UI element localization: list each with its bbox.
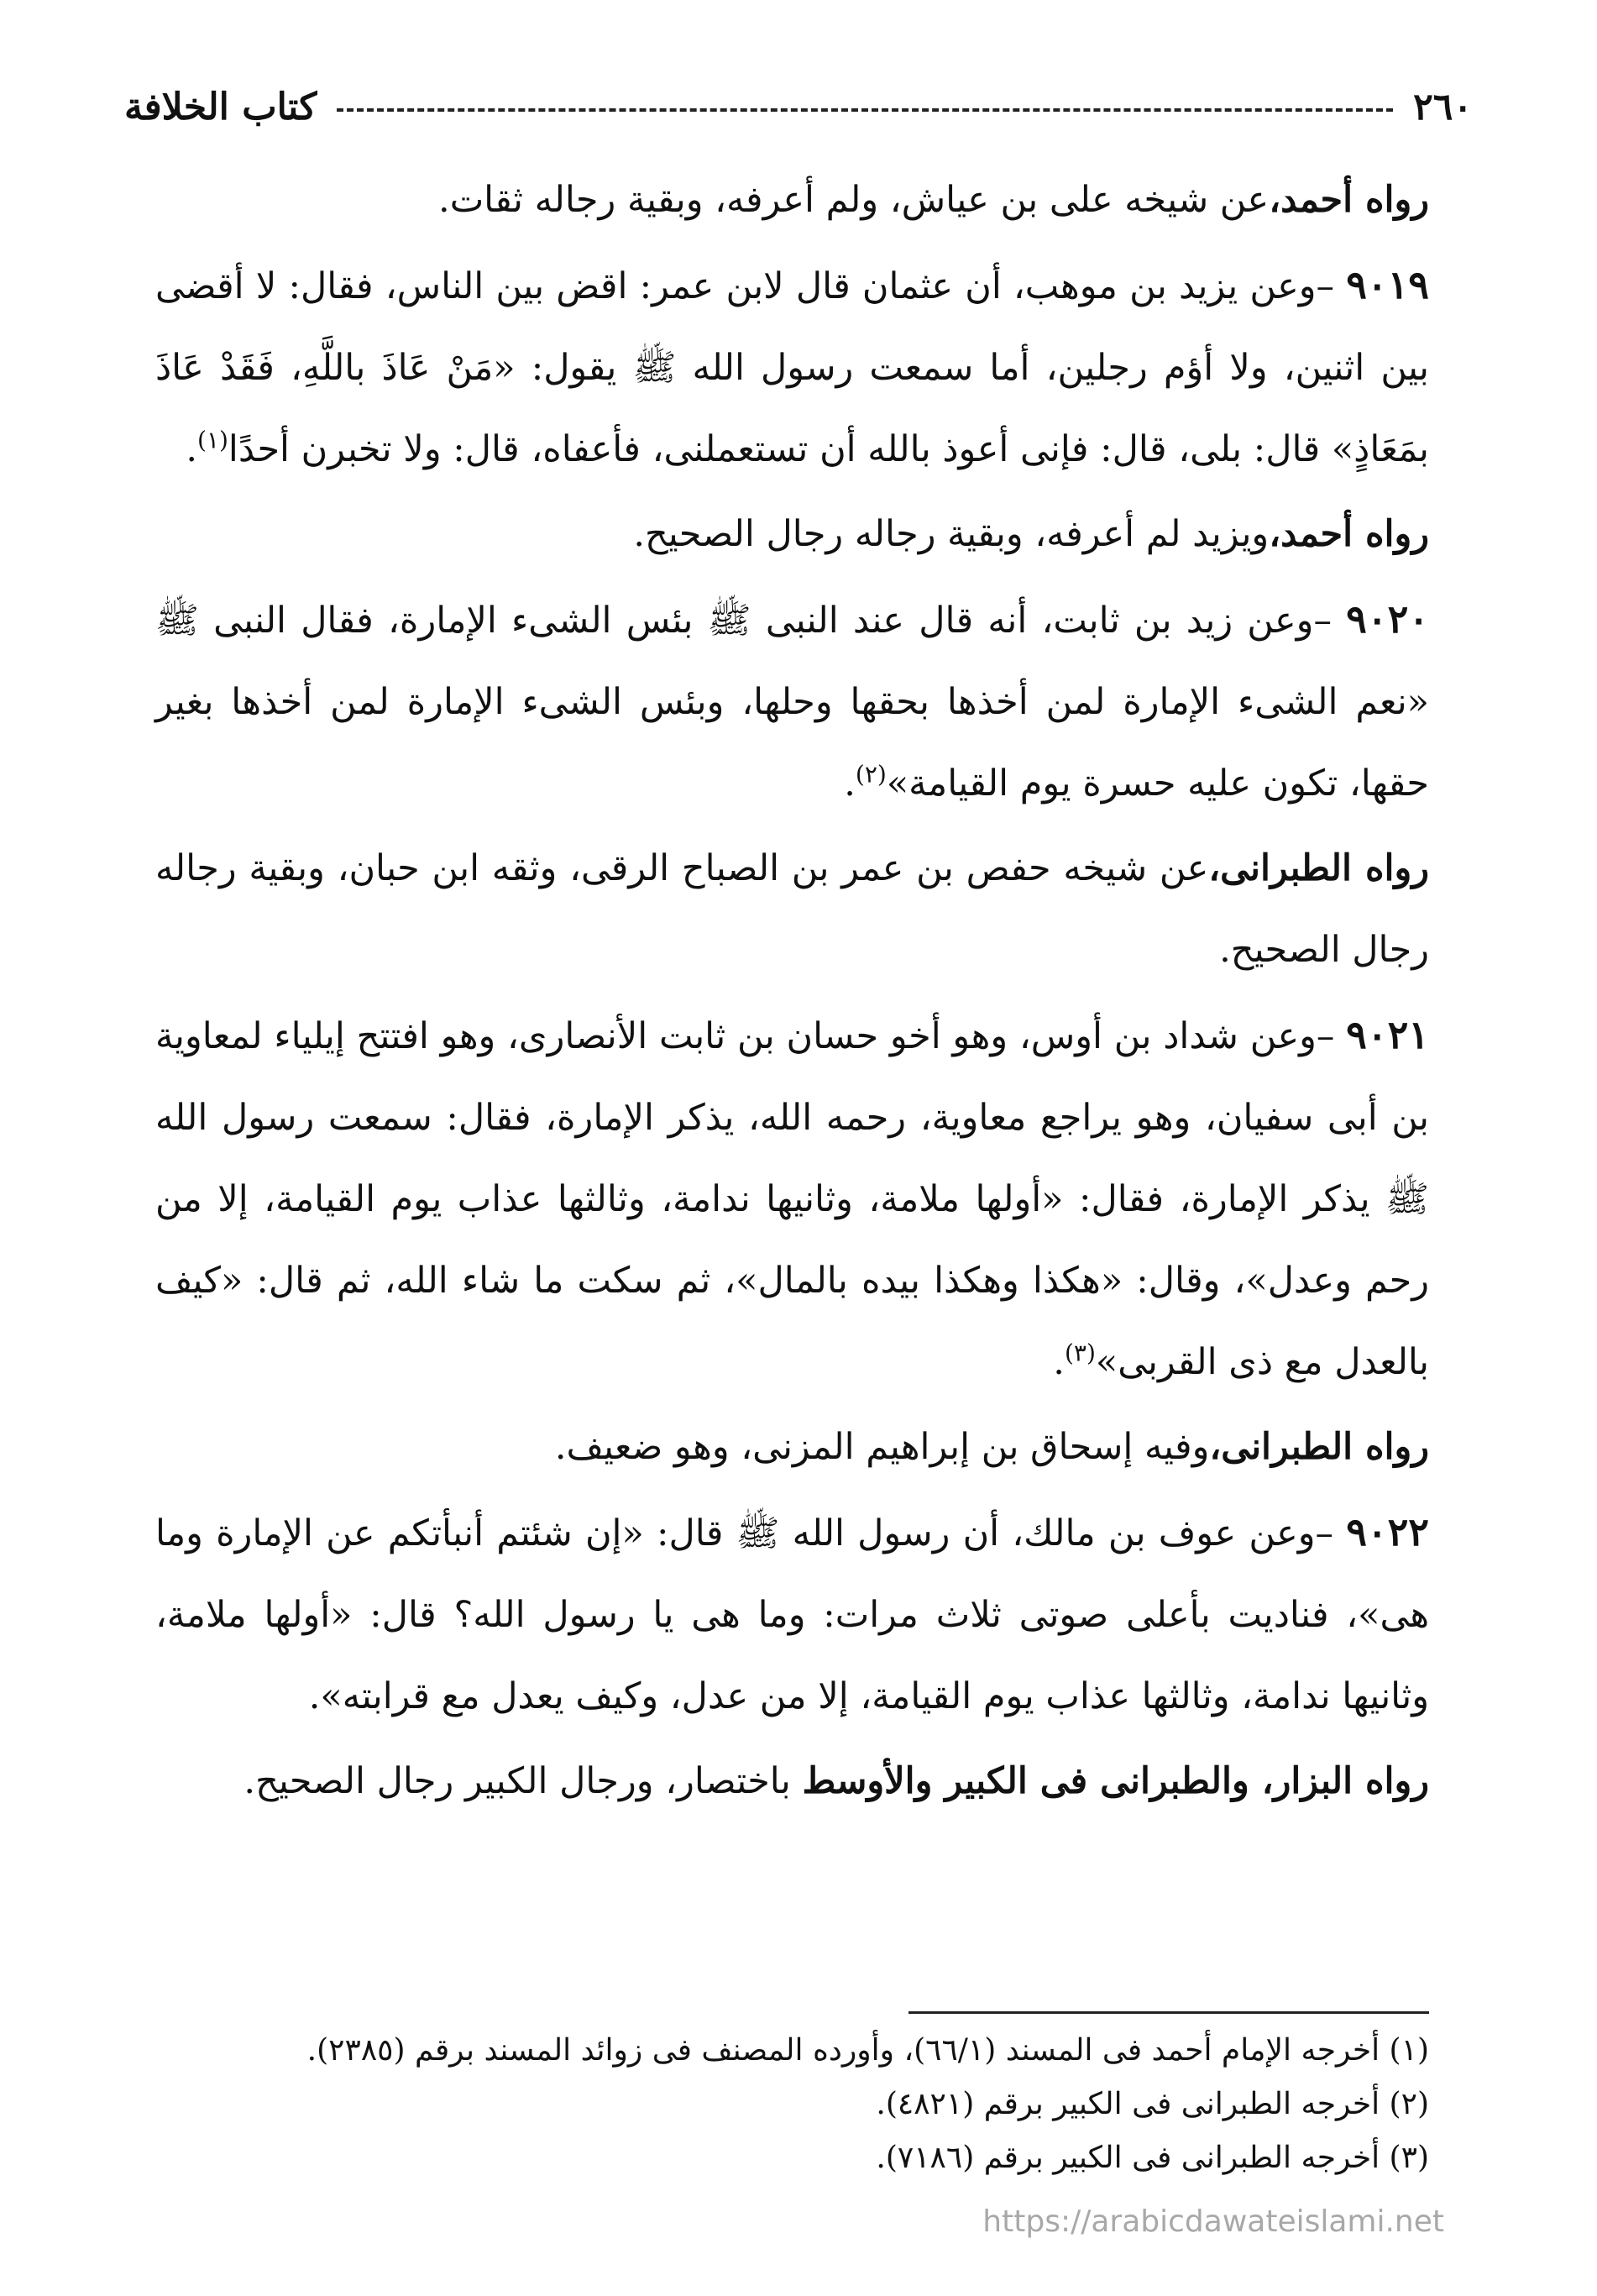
footnote-item: (٣) أخرجه الطبرانى فى الكبير برقم (٧١٨٦). bbox=[876, 2141, 1429, 2175]
source-text: باختصار، ورجال الكبير رجال الصحيح. bbox=[243, 1760, 803, 1802]
hadith-number: ٩٠٢٠ bbox=[1346, 596, 1429, 642]
hadith-text: –وعن زيد بن ثابت، أنه قال عند النبى ﷺ بئس الشىء الإمارة، فقال النبى ﷺ «نعم الشىء الإمارة لمن أخذها بحقها وحلها، وبئس الشىء الإمارة لمن أخذها بغير حقها، تكون عليه حسرة يوم القيامة» bbox=[155, 600, 1429, 805]
hadith-number: ٩٠١٩ bbox=[1346, 262, 1430, 307]
main-text bbox=[155, 160, 1429, 1826]
footnotes bbox=[155, 2024, 1429, 2185]
footnote-item: (١) أخرجه الإمام أحمد فى المسند (٦٦/١)، وأورده المصنف فى زوائد المسند برقم (٢٣٨٥). bbox=[306, 2033, 1429, 2068]
source-text: عن شيخه حفص بن عمر بن الصباح الرقى، وثقه ابن حبان، وبقية رجاله رجال الصحيح. bbox=[155, 847, 1429, 971]
source-label: رواه أحمد، bbox=[1269, 179, 1429, 221]
source-note bbox=[155, 494, 1429, 575]
running-header bbox=[124, 77, 1473, 136]
footnote-marker: (٢) bbox=[855, 760, 887, 789]
source-text: عن شيخه على بن عياش، ولم أعرفه، وبقية رجاله ثقات. bbox=[438, 179, 1270, 221]
hadith-paragraph bbox=[155, 1491, 1429, 1738]
hadith-end: . bbox=[1053, 1341, 1065, 1383]
footnote-item: (٢) أخرجه الطبرانى فى الكبير برقم (٤٨٢١). bbox=[876, 2087, 1429, 2121]
hadith-number: ٩٠٢٢ bbox=[1346, 1509, 1430, 1554]
source-text: وفيه إسحاق بن إبراهيم المزنى، وهو ضعيف. bbox=[554, 1426, 1210, 1468]
hadith-end: . bbox=[186, 428, 197, 470]
source-note bbox=[155, 1741, 1429, 1822]
hadith-paragraph bbox=[155, 994, 1429, 1403]
hadith-number: ٩٠٢١ bbox=[1346, 1012, 1429, 1057]
hadith-paragraph bbox=[155, 579, 1429, 825]
source-label: رواه الطبرانى، bbox=[1209, 1426, 1429, 1468]
footnote-marker: (٣) bbox=[1064, 1339, 1096, 1367]
footnote-marker: (١) bbox=[197, 426, 228, 454]
footnote-separator bbox=[908, 2011, 1429, 2014]
hadith-text: –وعن شداد بن أوس، وهو أخو حسان بن ثابت الأنصارى، وهو افتتح إيلياء لمعاوية بن أبى سفيان، وهو يراجع معاوية، رحمه الله، يذكر الإمارة، فقال: سمعت رسول الله ﷺ يذكر الإمارة، فقال: «أولها ملامة، وثانيها ندامة، وثالثها عذاب يوم القيامة، إلا من رحم وعدل»، وقال: «هكذا وهكذا بيده بالمال»، ثم سكت ما شاء الله، ثم قال: «كيف بالعدل مع ذى القربى» bbox=[155, 1015, 1429, 1383]
hadith-paragraph bbox=[155, 244, 1429, 490]
page-number: ٢٦٠ bbox=[1413, 85, 1473, 128]
source-text: ويزيد لم أعرفه، وبقية رجاله رجال الصحيح. bbox=[633, 513, 1270, 555]
header-dashed-rule bbox=[337, 108, 1393, 112]
watermark-url: https://arabicdawateislami.net bbox=[982, 2204, 1444, 2239]
book-title: كتاب الخلافة bbox=[124, 85, 317, 128]
hadith-end: . bbox=[844, 763, 856, 805]
hadith-text: –وعن يزيد بن موهب، أن عثمان قال لابن عمر: اقض بين الناس، فقال: لا أقضى بين اثنين، ولا أؤم رجلين، أما سمعت رسول الله ﷺ يقول: «مَنْ عَاذَ باللَّهِ، فَقَدْ عَاذَ بمَعَاذٍ» قال: بلى، قال: فإنى أعوذ بالله أن تستعملنى، فأعفاه، قال: ولا تخبرن أحدًا bbox=[155, 265, 1429, 470]
source-note bbox=[155, 1407, 1429, 1488]
source-label: رواه الطبرانى، bbox=[1208, 847, 1429, 889]
source-note bbox=[155, 828, 1429, 991]
hadith-text: –وعن عوف بن مالك، أن رسول الله ﷺ قال: «إن شئتم أنبأتكم عن الإمارة وما هى»، فناديت بأعلى صوتى ثلاث مرات: وما هى يا رسول الله؟ قال: «أولها ملامة، وثانيها ندامة، وثالثها عذاب يوم القيامة، إلا من عدل، وكيف يعدل مع قرابته». bbox=[155, 1512, 1429, 1717]
source-label: رواه البزار، والطبرانى فى الكبير والأوسط bbox=[802, 1760, 1429, 1802]
source-note bbox=[155, 160, 1429, 241]
source-label: رواه أحمد، bbox=[1269, 513, 1429, 555]
